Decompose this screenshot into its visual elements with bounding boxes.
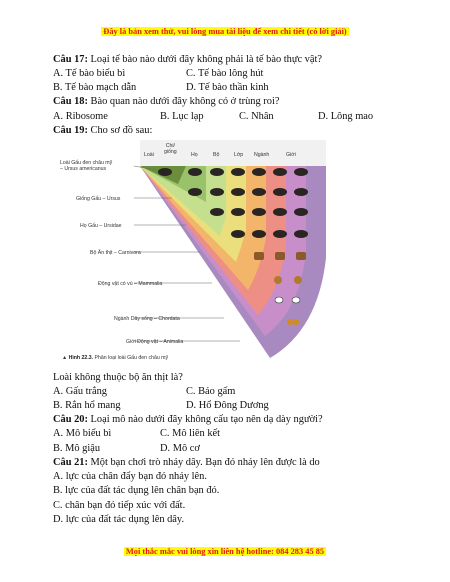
- q20-option-c: C. Mô liên kết: [160, 428, 221, 439]
- q19-option-c: C. Báo gấm: [186, 386, 236, 397]
- footer-banner: Mọi thắc mắc vui lòng xin liên hệ hotline: 084 283 45 85: [125, 547, 325, 556]
- col-header-kingdom: Giới: [286, 152, 296, 158]
- q20-option-d: D. Mô cơ: [160, 443, 200, 454]
- col-header-genus: Chi/ giống: [164, 143, 177, 155]
- row-label-order: Bộ Ăn thịt – Carnivora: [90, 250, 141, 256]
- row-label-species: Loài Gấu đen châu mỹ – Ursus americanus: [60, 160, 113, 172]
- row-label-kingdom: Giới Động vật – Animalia: [126, 339, 184, 345]
- col-header-order: Bộ: [213, 152, 220, 158]
- q18-option-d: D. Lông mao: [318, 111, 374, 122]
- col-header-phylum: Ngành: [254, 152, 270, 158]
- q19-option-b: B. Rắn hổ mang: [53, 400, 121, 411]
- q17-option-a: A. Tế bào biểu bì: [53, 68, 126, 79]
- q21-option-b: B. lực của đất tác dụng lên chân bạn đó.: [53, 485, 220, 496]
- row-label-class: Động vật có vú – Mammalia: [98, 281, 163, 287]
- classification-figure: [60, 140, 336, 366]
- deer-icons: [254, 252, 306, 260]
- q18-option-c: C. Nhân: [239, 111, 274, 122]
- question-20: Câu 20: Loại mô nào dưới đây không cấu tạo nên dạ dày người?: [53, 414, 323, 425]
- col-header-family: Họ: [191, 152, 198, 158]
- row-label-family: Họ Gấu – Ursidae: [80, 223, 122, 229]
- q18-option-b: B. Lục lạp: [160, 111, 204, 122]
- question-19: Câu 19: Cho sơ đồ sau:: [53, 125, 153, 136]
- col-header-class: Lớp: [234, 152, 244, 158]
- q19-question: Loài không thuộc bộ ăn thịt là?: [53, 372, 183, 383]
- col-header-species: Loài: [144, 152, 154, 158]
- q21-option-d: D. lực của đất tác dụng lên dây.: [53, 514, 185, 525]
- q19-option-d: D. Hổ Đông Dương: [186, 400, 269, 411]
- q21-option-a: A. lực của chân đẩy bạn đó nhảy lên.: [53, 471, 207, 482]
- header-banner: Đây là bản xem thử, vui lòng mua tài liệu để xem chi tiết (có lời giải): [103, 27, 347, 36]
- q20-option-b: B. Mô giậu: [53, 443, 101, 454]
- question-18: Câu 18: Bào quan nào dưới đây không có ở trùng roi?: [53, 96, 280, 107]
- question-17: Câu 17: Loại tế bào nào dưới đây không phải là tế bào thực vật?: [53, 54, 322, 65]
- q19-option-a: A. Gấu trắng: [53, 386, 107, 397]
- row-label-phylum: Ngành Dây sống – Chordata: [114, 316, 180, 322]
- q17-option-d: D. Tế bào thần kinh: [186, 82, 269, 93]
- q18-option-a: A. Ribosome: [53, 111, 108, 122]
- row-label-genus: Giống Gấu – Ursus: [76, 196, 121, 202]
- q17-option-c: C. Tế bào lông hút: [186, 68, 264, 79]
- figure-caption: ▲ Hình 22.3. Phân loại loài Gấu đen châu mỹ: [62, 355, 169, 361]
- q17-option-b: B. Tế bào mạch dẫn: [53, 82, 137, 93]
- q21-option-c: C. chân bạn đó tiếp xúc với đất.: [53, 500, 186, 511]
- question-21: Câu 21: Một bạn chơi trò nhảy dây. Bạn đó nhảy lên được là do: [53, 457, 320, 468]
- q20-option-a: A. Mô biểu bì: [53, 428, 112, 439]
